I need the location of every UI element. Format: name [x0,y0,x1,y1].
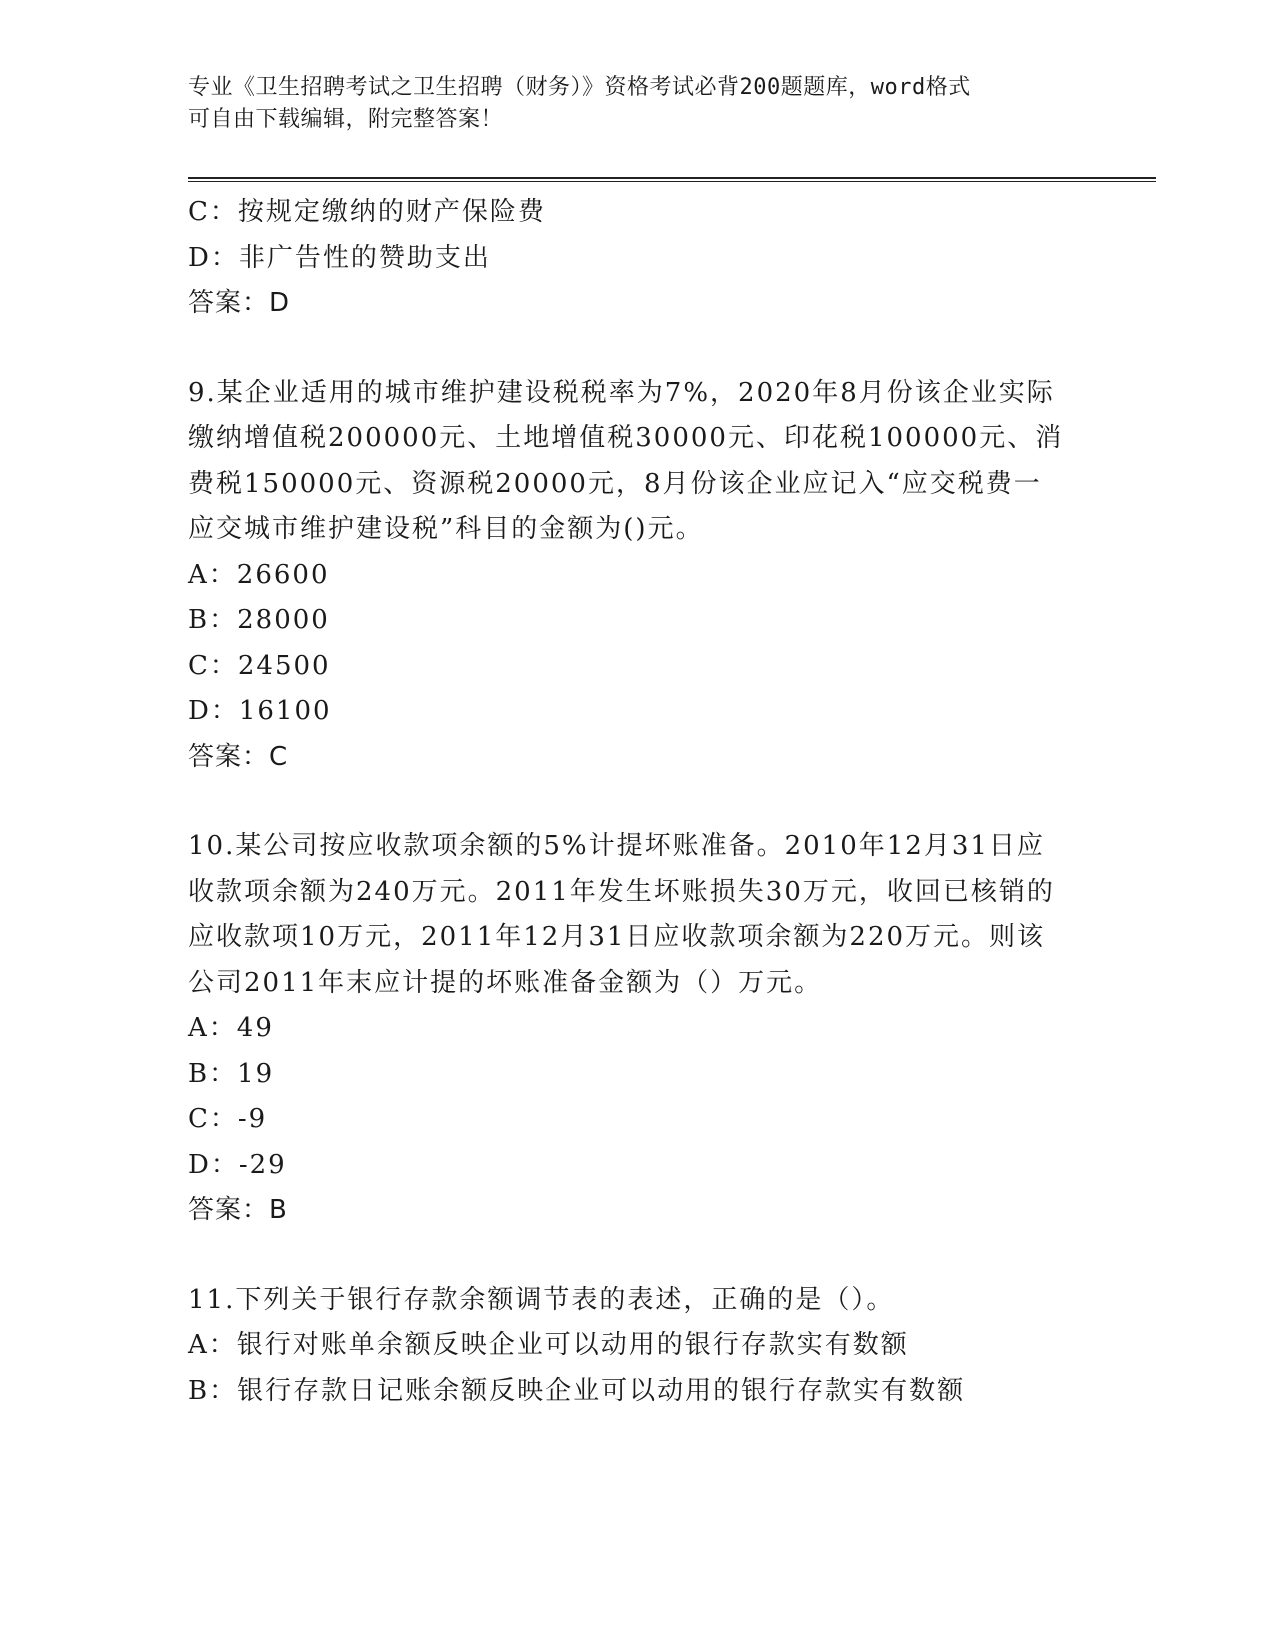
question-stem-line: 9.某企业适用的城市维护建设税税率为7%，2020年8月份该企业实际 [188,377,1055,408]
option-c: C：按规定缴纳的财产保险费 [188,197,546,227]
question-stem-line: 公司2011年末应计提的坏账准备金额为（）万元。 [188,967,823,998]
question-stem-line: 10.某公司按应收款项余额的5%计提坏账准备。2010年12月31日应 [188,831,1045,861]
spacer [188,780,1088,824]
header-title-line-2: 可自由下载编辑，附完整答案！ [188,107,504,132]
spacer [188,327,1088,371]
option-c: C：24500 [188,650,331,681]
question-8-tail [188,190,1088,327]
answer-line: 答案：C [188,741,289,772]
header-title-line-1: 专业《卫生招聘考试之卫生招聘（财务）》资格考试必背200题题库，word格式 [188,75,971,100]
question-9 [188,371,1088,781]
question-10 [188,824,1088,1234]
spacer [188,1234,1088,1278]
option-d: D：16100 [188,696,332,726]
document-body [188,190,1088,1414]
document-header [188,72,1088,136]
answer-line: 答案：B [188,1195,288,1225]
question-11 [188,1278,1088,1415]
option-b: B：银行存款日记账余额反映企业可以动用的银行存款实有数额 [188,1375,966,1406]
question-stem-line: 收款项余额为240万元。2011年发生坏账损失30万元，收回已核销的 [188,876,1055,907]
option-b: B：19 [188,1058,275,1089]
option-a: A：26600 [188,559,330,590]
answer-line: 答案：D [188,288,291,318]
option-c: C：-9 [188,1104,268,1134]
option-d: D：非广告性的赞助支出 [188,242,491,273]
question-stem-line: 11.下列关于银行存款余额调节表的表述，正确的是（）。 [188,1284,895,1315]
option-a: A：49 [188,1013,274,1043]
option-b: B：28000 [188,605,330,635]
question-stem-line: 应交城市维护建设税”科目的金额为()元。 [188,514,704,544]
option-d: D：-29 [188,1149,287,1180]
question-stem-line: 费税150000元、资源税20000元，8月份该企业应记入“应交税费一 [188,468,1042,499]
option-a: A：银行对账单余额反映企业可以动用的银行存款实有数额 [188,1330,909,1360]
header-divider [188,177,1156,182]
question-stem-line: 缴纳增值税200000元、土地增值税30000元、印花税100000元、消 [188,423,1064,453]
question-stem-line: 应收款项10万元，2011年12月31日应收款项余额为220万元。则该 [188,922,1046,952]
